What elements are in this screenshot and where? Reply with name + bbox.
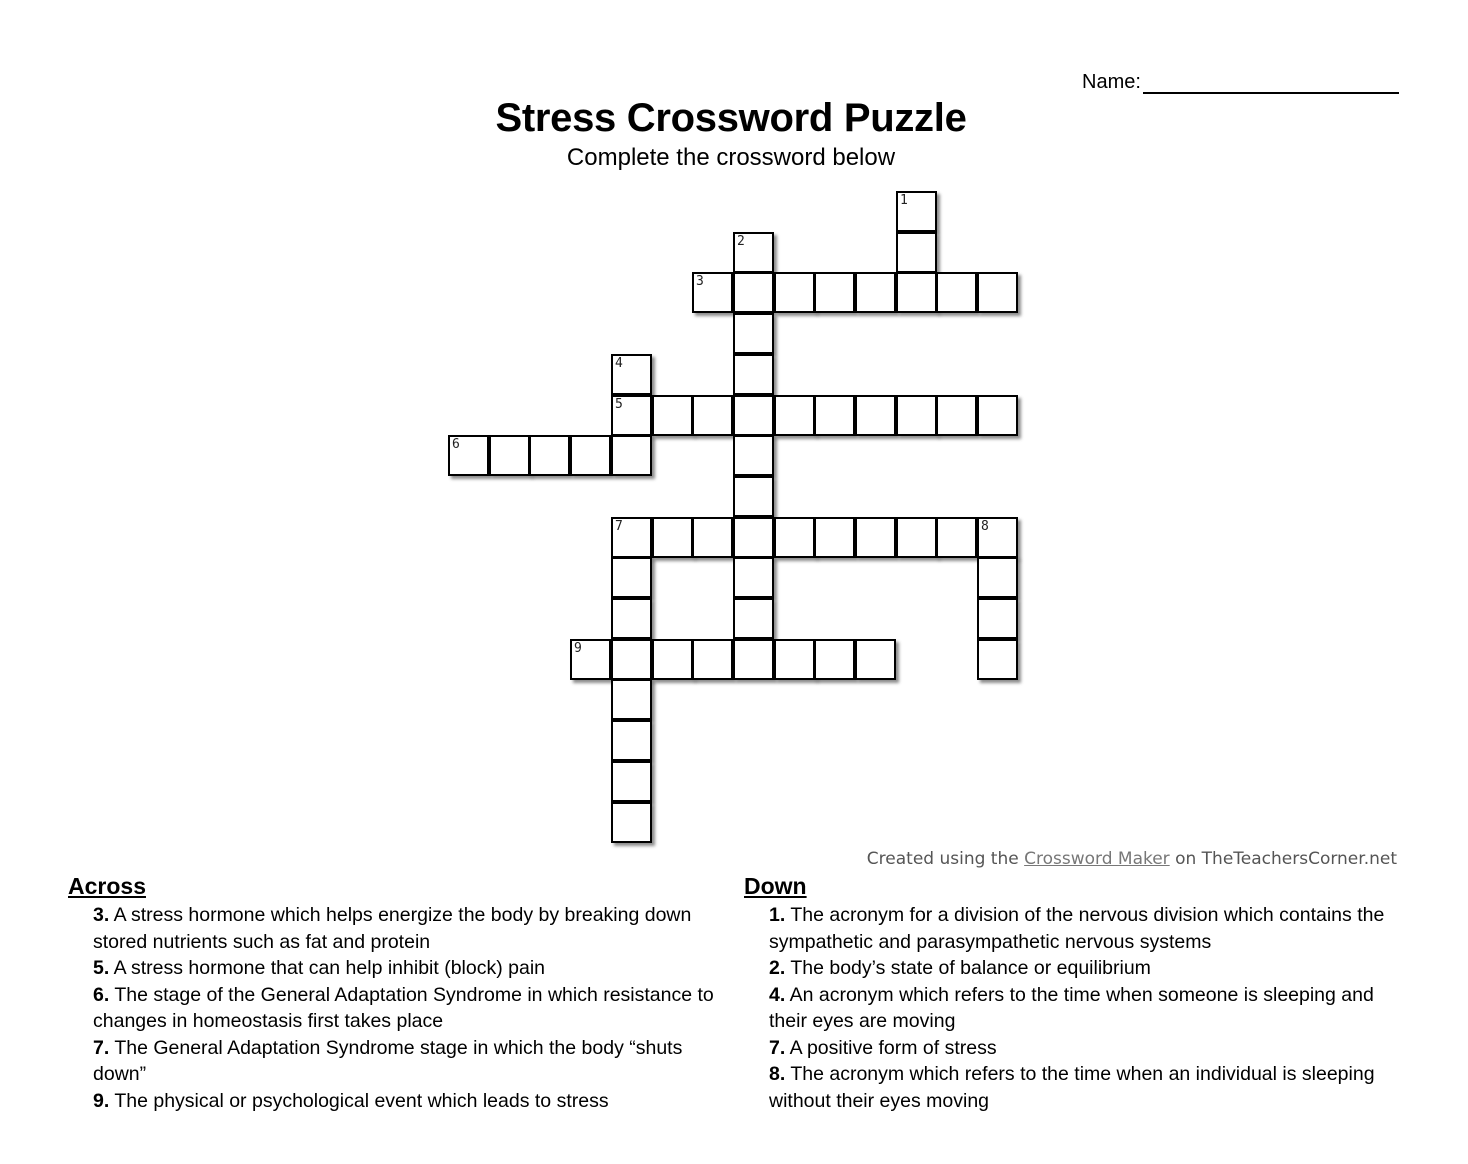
crossword-cell[interactable] [570, 639, 611, 680]
page-subtitle: Complete the crossword below [566, 144, 896, 171]
crossword-cell[interactable] [733, 354, 774, 395]
clue-down-2 [769, 955, 1404, 982]
clue-number: 9. [93, 1089, 110, 1112]
clue-across-7 [93, 1035, 728, 1088]
crossword-cell[interactable] [570, 435, 611, 476]
crossword-cell[interactable] [692, 517, 733, 558]
clue-text: The acronym which refers to the time when an individual is sleeping without their eyes moving [769, 1063, 1375, 1112]
crossword-cell[interactable] [611, 517, 652, 558]
across-clues [68, 872, 728, 1114]
crossword-cell[interactable] [652, 639, 693, 680]
clue-text: The physical or psychological event which leads to stress [109, 1089, 609, 1112]
cell-number: 3 [696, 274, 704, 289]
cell-number: 8 [981, 519, 989, 534]
clue-down-7 [769, 1035, 1404, 1062]
crossword-cell[interactable] [977, 272, 1018, 313]
clue-number: 3. [93, 904, 110, 926]
crossword-cell[interactable] [774, 272, 815, 313]
crossword-cell[interactable] [896, 191, 937, 232]
credit-line [867, 849, 1397, 869]
crossword-cell[interactable] [733, 598, 774, 639]
crossword-cell[interactable] [814, 395, 855, 436]
clue-text: A positive form of stress [785, 1036, 997, 1059]
cell-number: 5 [615, 397, 623, 412]
clue-number: 4. [769, 983, 786, 1006]
crossword-cell[interactable] [733, 557, 774, 598]
clue-text: The General Adaptation Syndrome stage in which the body “shuts down” [93, 1036, 683, 1085]
crossword-cell[interactable] [733, 639, 774, 680]
crossword-cell[interactable] [977, 598, 1018, 639]
crossword-cell[interactable] [611, 557, 652, 598]
cell-number: 9 [574, 641, 582, 656]
clue-down-8 [769, 1061, 1404, 1114]
clue-text: An acronym which refers to the time when someone is sleeping and their eyes are moving [769, 983, 1374, 1032]
cell-number: 6 [452, 437, 460, 452]
crossword-cell[interactable] [611, 720, 652, 761]
crossword-cell[interactable] [774, 395, 815, 436]
crossword-cell[interactable] [692, 395, 733, 436]
crossword-cell[interactable] [692, 639, 733, 680]
credit-prefix: Created using the [866, 849, 1025, 869]
crossword-cell[interactable] [855, 517, 896, 558]
crossword-cell[interactable] [855, 639, 896, 680]
crossword-cell[interactable] [733, 272, 774, 313]
crossword-cell[interactable] [652, 517, 693, 558]
cell-number: 4 [615, 356, 623, 371]
clue-number: 6. [93, 983, 110, 1006]
name-blank-line[interactable] [1143, 70, 1399, 94]
crossword-cell[interactable] [611, 639, 652, 680]
down-clues [744, 872, 1404, 1114]
clue-text: A stress hormone that can help inhibit (block) pain [109, 957, 546, 979]
crossword-cell[interactable] [896, 517, 937, 558]
clue-number: 8. [769, 1063, 786, 1085]
crossword-cell[interactable] [936, 272, 977, 313]
clue-text: A stress hormone which helps energize the body by breaking down stored nutrients such as fat and protein [93, 904, 692, 953]
clue-text: The acronym for a division of the nervous division which contains the sympathetic and parasympathetic nervous systems [769, 904, 1385, 953]
crossword-cell[interactable] [733, 232, 774, 273]
clue-across-6 [93, 982, 728, 1035]
cell-number: 2 [737, 234, 745, 249]
down-heading: Down [744, 873, 807, 899]
name-label: Name: [1082, 71, 1141, 93]
cell-number: 7 [615, 519, 623, 534]
page-title: Stress Crossword Puzzle [495, 96, 967, 140]
crossword-cell[interactable] [814, 517, 855, 558]
crossword-cell[interactable] [733, 395, 774, 436]
clue-down-4 [769, 982, 1404, 1035]
crossword-cell[interactable] [489, 435, 530, 476]
crossword-cell[interactable] [855, 272, 896, 313]
clue-text: The body’s state of balance or equilibrium [785, 957, 1151, 979]
crossword-cell[interactable] [896, 232, 937, 273]
clue-number: 7. [93, 1036, 110, 1059]
clue-across-5 [93, 955, 728, 982]
crossword-cell[interactable] [611, 354, 652, 395]
crossword-cell[interactable] [977, 557, 1018, 598]
crossword-cell[interactable] [529, 435, 570, 476]
crossword-cell[interactable] [896, 395, 937, 436]
crossword-cell[interactable] [814, 639, 855, 680]
crossword-maker-link[interactable]: Crossword Maker [1024, 849, 1170, 869]
crossword-cell[interactable] [733, 517, 774, 558]
crossword-cell[interactable] [977, 517, 1018, 558]
clue-number: 2. [769, 957, 786, 979]
crossword-cell[interactable] [733, 313, 774, 354]
credit-suffix: on TheTeachersCorner.net [1169, 849, 1397, 869]
crossword-cell[interactable] [652, 395, 693, 436]
crossword-cell[interactable] [448, 435, 489, 476]
across-heading: Across [68, 873, 146, 899]
crossword-cell[interactable] [896, 272, 937, 313]
clue-across-3 [93, 902, 728, 955]
clue-number: 1. [769, 904, 786, 926]
crossword-cell[interactable] [936, 395, 977, 436]
crossword-cell[interactable] [855, 395, 896, 436]
crossword-cell[interactable] [692, 272, 733, 313]
clue-down-1 [769, 902, 1404, 955]
clue-number: 5. [93, 957, 110, 979]
clue-text: The stage of the General Adaptation Syndrome in which resistance to changes in homeostasis first takes place [93, 983, 714, 1032]
crossword-cell[interactable] [611, 761, 652, 802]
crossword-cell[interactable] [977, 639, 1018, 680]
crossword-cell[interactable] [774, 639, 815, 680]
crossword-cell[interactable] [733, 476, 774, 517]
cell-number: 1 [900, 193, 908, 208]
name-field[interactable] [1082, 70, 1399, 94]
crossword-cell[interactable] [977, 395, 1018, 436]
crossword-cell[interactable] [611, 435, 652, 476]
crossword-cell[interactable] [814, 272, 855, 313]
crossword-cell[interactable] [611, 598, 652, 639]
crossword-cell[interactable] [936, 517, 977, 558]
crossword-cell[interactable] [611, 395, 652, 436]
crossword-cell[interactable] [774, 517, 815, 558]
crossword-cell[interactable] [733, 435, 774, 476]
clue-across-9 [93, 1088, 728, 1115]
crossword-cell[interactable] [611, 802, 652, 843]
crossword-cell[interactable] [611, 679, 652, 720]
clue-number: 7. [769, 1036, 786, 1059]
